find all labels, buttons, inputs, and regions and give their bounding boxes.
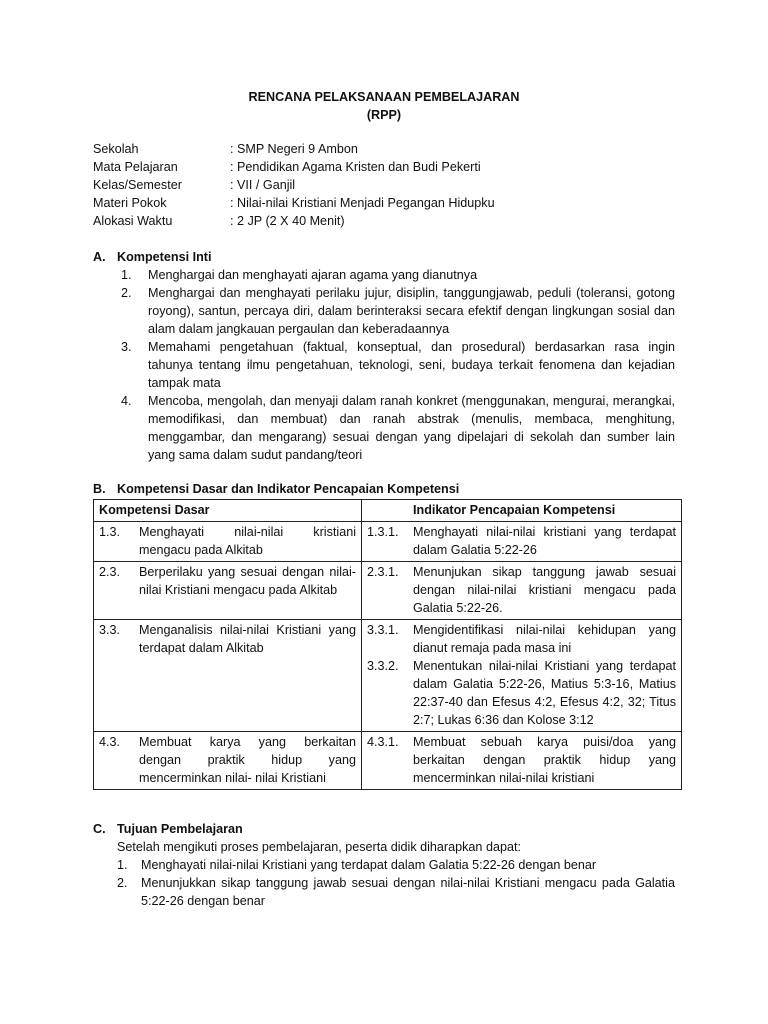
table-row <box>94 562 682 620</box>
section-a-marker: A. <box>93 250 106 264</box>
section-c-title: Tujuan Pembelajaran <box>117 822 243 836</box>
list-item <box>121 338 675 392</box>
list-item <box>117 856 675 874</box>
ipk-code: 3.3.2. <box>367 659 399 673</box>
kompetensi-inti-list <box>121 266 675 464</box>
list-item-text: Memahami pengetahuan (faktual, konseptual, dan prosedural) berdasarkan rasa ingin tahunya tentang ilmu pengetahuan, teknologi, seni, budaya terkait fenomena dan kejadian tampak mata <box>148 340 675 390</box>
ipk-code: 4.3.1. <box>367 735 399 749</box>
list-item-number: 2. <box>121 286 132 300</box>
tujuan-list <box>117 856 675 910</box>
list-item-text: Menunjukkan sikap tanggung jawab sesuai dengan nilai-nilai Kristiani mengacu pada Galatia 5:22-26 dengan benar <box>141 876 675 908</box>
list-item <box>117 874 675 910</box>
table-row <box>94 620 682 732</box>
identity-value: : VII / Ganjil <box>230 178 296 192</box>
table-header-row <box>94 500 682 522</box>
identity-label: Alokasi Waktu <box>93 214 173 228</box>
identity-label: Mata Pelajaran <box>93 160 178 174</box>
ipk-text: Menghayati nilai-nilai kristiani yang terdapat dalam Galatia 5:22-26 <box>413 525 676 557</box>
list-item-text: Menghargai dan menghayati ajaran agama yang dianutnya <box>148 268 478 282</box>
list-item-number: 1. <box>117 858 128 872</box>
identity-row <box>93 158 693 176</box>
title-line-2: (RPP) <box>366 108 402 122</box>
kd-cell <box>94 620 362 732</box>
section-c-heading <box>93 820 243 838</box>
identity-row <box>93 194 693 212</box>
list-item <box>121 284 675 338</box>
list-item <box>121 266 675 284</box>
kd-text: Menganalisis nilai-nilai Kristiani yang terdapat dalam Alkitab <box>139 623 356 655</box>
identity-value: : 2 JP (2 X 40 Menit) <box>230 214 345 228</box>
list-item-number: 4. <box>121 394 132 408</box>
list-item-number: 1. <box>121 268 132 282</box>
section-b-title: Kompetensi Dasar dan Indikator Pencapaian Kompetensi <box>117 482 460 496</box>
kd-text: Berperilaku yang sesuai dengan nilai- nilai Kristiani mengacu pada Alkitab <box>139 565 356 597</box>
list-item-text: Mencoba, mengolah, dan menyaji dalam ranah konkret (menggunakan, mengurai, merangkai, memodifikasi, dan membuat) dan ranah abstrak (menulis, membaca, menghitung, menggambar, dan mengarang) sesuai dengan yang dipelajari di sekolah dan sumber lain yang sama dalam sudut pandang/teori <box>148 394 675 462</box>
section-b-marker: B. <box>93 482 106 496</box>
identity-block <box>93 140 693 230</box>
list-item-text: Menghayati nilai-nilai Kristiani yang terdapat dalam Galatia 5:22-26 dengan benar <box>141 858 597 872</box>
section-c-marker: C. <box>93 822 106 836</box>
ipk-cell <box>362 562 682 620</box>
ipk-text: Menunjukan sikap tanggung jawab sesuai dengan nilai-nilai kristiani mengacu pada Galatia 5:22-26. <box>413 565 676 615</box>
identity-row <box>93 140 693 158</box>
list-item-number: 2. <box>117 876 128 890</box>
kd-code: 4.3. <box>99 735 121 749</box>
list-item-number: 3. <box>121 340 132 354</box>
ipk-text: Mengidentifikasi nilai-nilai kehidupan yang dianut remaja pada masa ini <box>413 623 676 655</box>
table-row <box>94 522 682 562</box>
list-item-text: Menghargai dan menghayati perilaku jujur, disiplin, tanggungjawab, peduli (toleransi, gotong royong), santun, percaya diri, dalam berinteraksi secara efektif dengan lingkungan sosial dan alam dalam jangkauan pergaulan dan keberadaannya <box>148 286 675 336</box>
kd-cell <box>94 562 362 620</box>
ipk-cell <box>362 732 682 790</box>
ipk-cell <box>362 522 682 562</box>
section-c-intro: Setelah mengikuti proses pembelajaran, peserta didik diharapkan dapat: <box>117 840 521 854</box>
ipk-code: 1.3.1. <box>367 525 399 539</box>
document-title <box>0 88 768 124</box>
table-row <box>94 732 682 790</box>
ipk-code: 2.3.1. <box>367 565 399 579</box>
header-indikator: Indikator Pencapaian Kompetensi <box>362 500 682 522</box>
title-line-1: RENCANA PELAKSANAAN PEMBELAJARAN <box>248 90 520 104</box>
identity-label: Sekolah <box>93 142 139 156</box>
kd-text: Menghayati nilai-nilai kristiani mengacu pada Alkitab <box>139 525 356 557</box>
ipk-cell <box>362 620 682 732</box>
kd-cell <box>94 522 362 562</box>
ipk-text: Menentukan nilai-nilai Kristiani yang terdapat dalam Galatia 5:22-26, Matius 5:3-16, Matius 22:37-40 dan Efesus 4:2, Efesus 4:2, 32; Titus 2:7; Lukas 6:36 dan Kolose 3:12 <box>413 659 676 727</box>
identity-row <box>93 176 693 194</box>
identity-value: : SMP Negeri 9 Ambon <box>230 142 358 156</box>
kd-code: 2.3. <box>99 565 121 579</box>
ipk-text: Membuat sebuah karya puisi/doa yang berkaitan dengan praktik hidup yang mencerminkan nilai-nilai kristiani <box>413 735 676 785</box>
kd-code: 3.3. <box>99 623 121 637</box>
section-b-heading <box>93 480 459 498</box>
identity-value: : Pendidikan Agama Kristen dan Budi Pekerti <box>230 160 481 174</box>
identity-row <box>93 212 693 230</box>
identity-label: Materi Pokok <box>93 196 167 210</box>
section-a-heading <box>93 248 211 266</box>
identity-value: : Nilai-nilai Kristiani Menjadi Pegangan Hidupku <box>230 196 495 210</box>
competency-table <box>93 499 682 790</box>
ipk-code: 3.3.1. <box>367 623 399 637</box>
kd-code: 1.3. <box>99 525 121 539</box>
kd-cell <box>94 732 362 790</box>
header-kompetensi-dasar: Kompetensi Dasar <box>94 500 362 522</box>
identity-label: Kelas/Semester <box>93 178 182 192</box>
kd-text: Membuat karya yang berkaitan dengan praktik hidup yang mencerminkan nilai- nilai Kristiani <box>139 735 356 785</box>
list-item <box>121 392 675 464</box>
section-a-title: Kompetensi Inti <box>117 250 212 264</box>
